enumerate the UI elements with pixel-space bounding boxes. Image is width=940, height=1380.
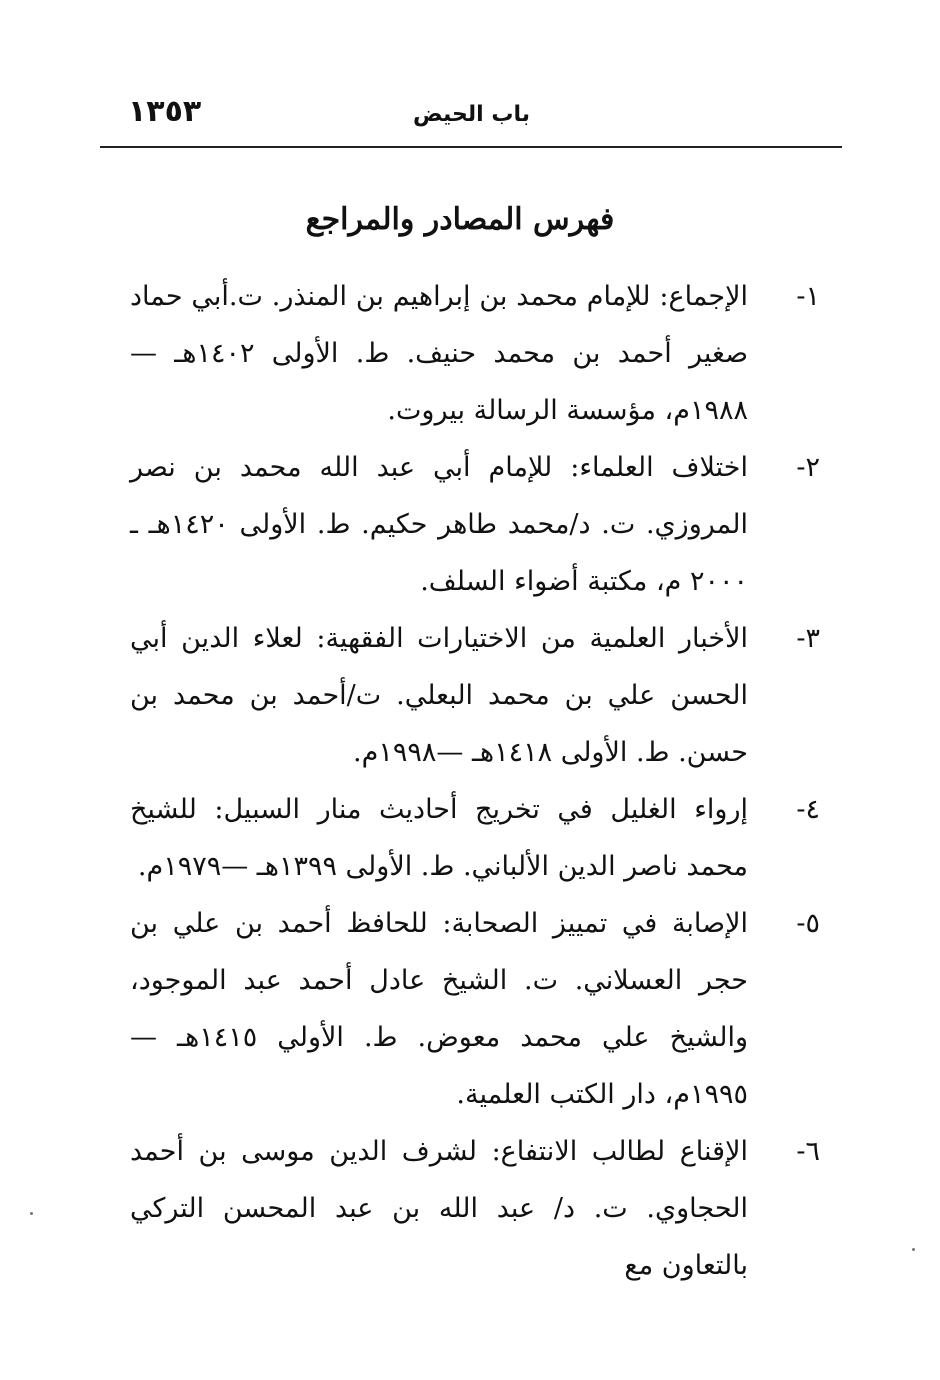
entry-text: إرواء الغليل في تخريج أحاديث منار السبيل: للشيخ محمد ناصر الدين الألباني. ط. الأولى ١٣٩٩هـ —١٩٧٩م. — [130, 794, 748, 882]
scan-speck — [912, 1248, 915, 1251]
page-title: فهرس المصادر والمراجع — [305, 202, 615, 237]
scan-speck — [30, 1212, 33, 1215]
reference-entry — [130, 895, 820, 1123]
entry-text: الإجماع: للإمام محمد بن إبراهيم بن المنذر. ت.أبي حماد صغير أحمد بن محمد حنيف. ط. الأولى ١٤٠٢هـ — ١٩٨٨م، مؤسسة الرسالة بيروت. — [130, 281, 748, 426]
page-number: ١٣٥٣ — [128, 94, 202, 129]
entry-number: ٤- — [796, 794, 820, 825]
chapter-heading: باب الحيض — [413, 102, 530, 127]
entry-text: الإصابة في تمييز الصحابة: للحافظ أحمد بن علي بن حجر العسلاني. ت. الشيخ عادل أحمد عبد الموجود، والشيخ علي محمد معوض. ط. الأولي ١٤١٥هـ —١٩٩٥م، دار الكتب العلمية. — [130, 908, 748, 1110]
reference-entry — [130, 610, 820, 781]
reference-entry — [130, 268, 820, 439]
reference-entry — [130, 439, 820, 610]
entry-text: اختلاف العلماء: للإمام أبي عبد الله محمد بن نصر المروزي. ت. د/محمد طاهر حكيم. ط. الأولى ١٤٢٠هـ ـ ٢٠٠٠ م، مكتبة أضواء السلف. — [130, 452, 748, 597]
reference-entry — [130, 1123, 820, 1294]
reference-entry — [130, 781, 820, 895]
entry-number: ١- — [796, 281, 820, 312]
entry-text: الإقناع لطالب الانتفاع: لشرف الدين موسى بن أحمد الحجاوي. ت. د/ عبد الله بن عبد المحسن التركي بالتعاون مع — [130, 1136, 748, 1281]
entry-number: ٥- — [796, 908, 820, 939]
running-header — [100, 92, 842, 148]
entry-number: ٢- — [796, 452, 820, 483]
entry-number: ٣- — [796, 623, 820, 654]
references-list — [130, 268, 820, 1294]
entry-text: الأخبار العلمية من الاختيارات الفقهية: لعلاء الدين أبي الحسن علي بن محمد البعلي. ت/أحمد بن محمد بن حسن. ط. الأولى ١٤١٨هـ —١٩٩٨م. — [130, 623, 748, 768]
entry-number: ٦- — [796, 1136, 820, 1167]
header-divider — [100, 146, 842, 148]
